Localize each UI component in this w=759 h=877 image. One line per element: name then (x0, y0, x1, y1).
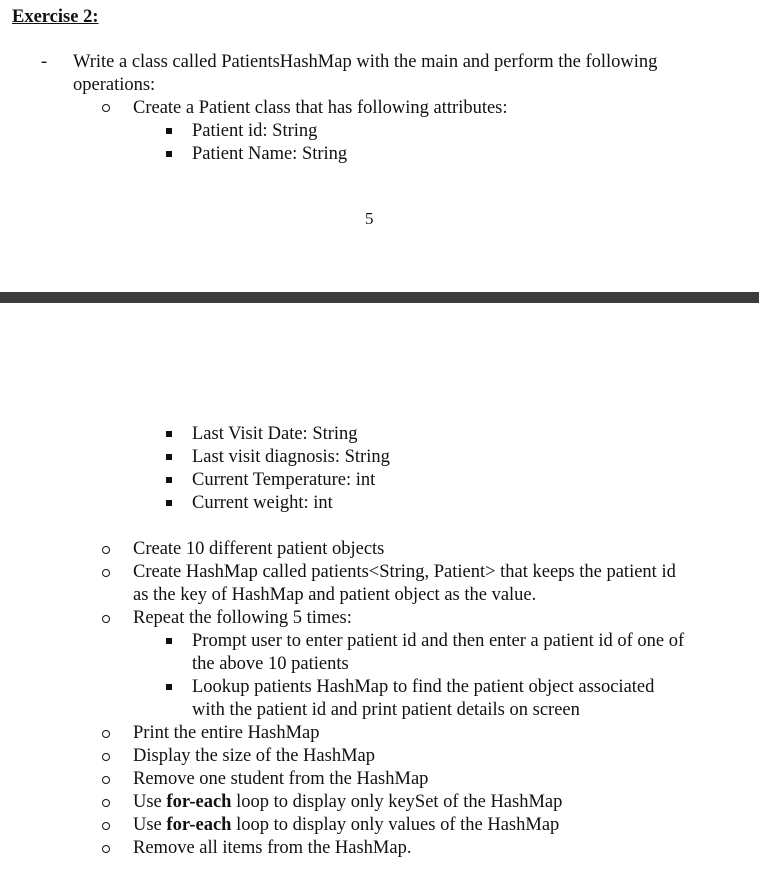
attribute-patient-id: Patient id: String (192, 121, 318, 141)
intro-text-line1: Write a class called PatientsHashMap with the main and perform the following (73, 52, 658, 72)
step-size: Display the size of the HashMap (133, 746, 375, 766)
attribute-current-temperature: Current Temperature: int (192, 470, 376, 490)
page-number: 5 (365, 209, 374, 228)
exercise-heading: Exercise 2: (12, 7, 99, 27)
repeat-prompt-line1: Prompt user to enter patient id and then enter a patient id of one of (192, 631, 685, 651)
step-keyset (133, 791, 562, 814)
square-bullet-icon (166, 128, 172, 134)
circle-bullet-icon (102, 822, 110, 830)
circle-bullet-icon (102, 569, 110, 577)
page-break-divider (0, 292, 759, 303)
step-values-pre: Use (133, 815, 167, 835)
attribute-last-visit-date: Last Visit Date: String (192, 424, 358, 444)
step-print: Print the entire HashMap (133, 723, 320, 743)
circle-bullet-icon (102, 799, 110, 807)
square-bullet-icon (166, 638, 172, 644)
circle-bullet-icon (102, 104, 110, 112)
square-bullet-icon (166, 500, 172, 506)
dash-bullet: - (41, 52, 48, 72)
attribute-current-weight: Current weight: int (192, 493, 333, 513)
step-create-patient-class: Create a Patient class that has following attributes: (133, 98, 508, 118)
repeat-prompt-line2: the above 10 patients (192, 654, 349, 674)
step-repeat: Repeat the following 5 times: (133, 608, 352, 628)
step-create-objects: Create 10 different patient objects (133, 539, 385, 559)
square-bullet-icon (166, 454, 172, 460)
circle-bullet-icon (102, 615, 110, 623)
circle-bullet-icon (102, 730, 110, 738)
step-values-bold: for-each (166, 815, 232, 835)
step-keyset-bold: for-each (166, 792, 232, 812)
circle-bullet-icon (102, 753, 110, 761)
step-keyset-pre: Use (133, 792, 167, 812)
circle-bullet-icon (102, 776, 110, 784)
step-hashmap-line2: as the key of HashMap and patient object as the value. (133, 585, 537, 605)
circle-bullet-icon (102, 845, 110, 853)
intro-text-line2: operations: (73, 75, 156, 95)
step-values (133, 814, 559, 837)
step-remove-all: Remove all items from the HashMap. (133, 838, 412, 858)
square-bullet-icon (166, 431, 172, 437)
step-hashmap-line1: Create HashMap called patients<String, Patient> that keeps the patient id (133, 562, 676, 582)
square-bullet-icon (166, 477, 172, 483)
attribute-patient-name: Patient Name: String (192, 144, 348, 164)
attribute-last-visit-diagnosis: Last visit diagnosis: String (192, 447, 390, 467)
step-keyset-post: loop to display only keySet of the HashMap (231, 792, 563, 812)
step-values-post: loop to display only values of the HashMap (231, 815, 560, 835)
step-remove-one: Remove one student from the HashMap (133, 769, 429, 789)
repeat-lookup-line1: Lookup patients HashMap to find the patient object associated (192, 677, 655, 697)
square-bullet-icon (166, 684, 172, 690)
square-bullet-icon (166, 151, 172, 157)
repeat-lookup-line2: with the patient id and print patient details on screen (192, 700, 580, 720)
circle-bullet-icon (102, 546, 110, 554)
